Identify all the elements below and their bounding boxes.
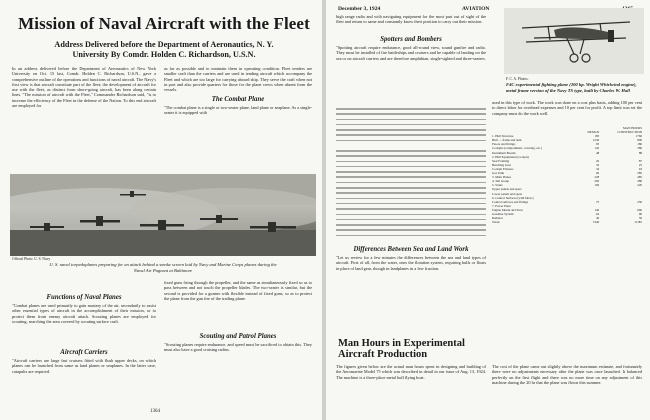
table-row-design-hours: 34 <box>595 166 600 171</box>
navigation-text: high range radio and with navigating equipment for the most part out of sight of the fleet and return to same and constantly know their position to carry out their mission. <box>336 14 486 25</box>
table-row-design-hours: 140 <box>594 207 600 212</box>
man-hours-table <box>492 126 642 224</box>
man-hours-table-body <box>492 134 642 224</box>
table-row-label: 3. Main Planes <box>492 175 512 180</box>
table-row-label: Upper panels and spars <box>492 187 522 192</box>
photo-credit: Official Photo. U. S. Navy <box>12 257 51 261</box>
table-row-label: Gas Tank <box>492 171 505 176</box>
table-row-label: 4. Tail Group <box>492 179 509 184</box>
functions-text: "Combat planes are used primarily to gain mastery of the air, secondarily to assist other essential types of aircraft in the accomplishment of their mission, or to protect them from enemy aircraft attack. Scouting planes are employed for scouting, searching the area covered by scouting surface craft. <box>12 303 156 324</box>
table-row-label: Gasoline System <box>492 211 514 216</box>
differences-text: "Let us review for a few minutes the differences between the sea and land types of aircraft. First of all, from the water, ones the flotation system, requiring hulls or floats in place of land gear, though in landplanes in a few fraction. <box>336 255 486 271</box>
photo-caption-line-1: U. S. naval torpedoplanes preparing for an attack behind a smoke screen laid by Navy and Marine Corps planes during the <box>49 262 277 267</box>
table-row-label: Floors and fittings <box>492 142 516 147</box>
article-subtitle-line-2: University By Comdr. Holden C. Richardson, U.S.N. <box>72 50 256 59</box>
table-row-label: 6. Control Surfaces (with fabric) <box>492 195 534 200</box>
table-row-design-hours: 95 <box>595 142 600 147</box>
cost-basis-text: used in this type of work. The work was done on a cost plus basis, adding 100 per cent to direct labor for overhead expenses and 10 per cent for profit. A top limit was set the company must do the work well. <box>492 100 642 116</box>
table-row-label: Hull — frame and skin <box>492 138 522 143</box>
table-row-construction-hours: 220 <box>637 183 642 188</box>
table-row-label: Cockpits (compartment, covering, etc.) <box>492 146 542 151</box>
table-row-design-hours: 145 <box>594 146 600 151</box>
table-row-design-hours: 200 <box>594 179 600 184</box>
table-row-label: Beaching Gear <box>492 162 512 167</box>
spotters-text: "Spotting aircraft require endurance, good all-round view, sound gunfire and radio. They must be installed of fire battleships and cruisers and be capable of landing on the sea or on aircraft carriers and are therefore amphibian, single-sighted and three-seaters. <box>336 45 486 61</box>
table-row-construction-hours: 88 <box>638 150 642 155</box>
table-row-design-hours: 20 <box>595 158 600 163</box>
table-row-design-hours: 64 <box>595 211 600 216</box>
table-row-construction-hours: 285 <box>637 171 642 176</box>
table-row-design-hours: 60 <box>595 171 600 176</box>
table-row-design-hours: 1230 <box>592 138 600 143</box>
combat-plane-continued: fixed guns firing through the propeller, and the same as simultaneously fixed so as to pass between and not touch the propeller blades. The two-seater is similar, but the second is provided for a gunner with flexible instead of fixed guns, so as to protect the plane from the gun fire of the trailing plane. <box>164 280 312 301</box>
table-row-construction-hours: 580 <box>637 146 642 151</box>
table-row-label: Radiator <box>492 216 503 221</box>
table-header-design: DESIGN <box>587 130 600 135</box>
carriers-column-text: as far as possible and to maintain them in operating condition. Fleet tenders are smaller craft than the carriers and are used in tending aircraft which accompany the Fleet and which are too large for carrying aboard ship. They serve the craft when not in port and also provide quarters for those for the plane crews when absent from the vessels. <box>164 66 312 93</box>
table-row-construction-hours: 280 <box>637 179 642 184</box>
spotters-text-continued <box>336 108 486 144</box>
article-title: Mission of Naval Aircraft with the Fleet <box>18 14 310 33</box>
page-number-left: 1364 <box>150 409 160 414</box>
right-page <box>326 0 650 420</box>
table-row-label: Lower panels and spars <box>492 191 523 196</box>
table-row-label: Cockpit Fixtures <box>492 166 514 171</box>
table-row-label: Engine Mount and Strut <box>492 207 523 212</box>
table-row-construction-hours: 800 <box>637 138 642 143</box>
column-body-lines <box>336 150 486 242</box>
photo-caption-line-2: Naval Air Pageant at Baltimore <box>133 268 193 273</box>
table-row-design-hours: 228 <box>594 175 600 180</box>
table-row-design-hours: 185 <box>594 134 600 139</box>
table-header-man-hours: MAN HOURS <box>622 126 642 130</box>
table-row-label: 5. Struts <box>492 183 503 188</box>
production-text: The figures given below are the actual man hours spent in designing and building of the Aeromarine Model 75 which was described in detail in our issue of Aug. 13, 1924. The machine is a three-place metal hull flying boat. <box>336 364 486 380</box>
differences-heading: Differences Between Sea and Land Work <box>353 246 469 253</box>
functions-heading: Functions of Naval Planes <box>46 294 122 301</box>
table-row-design-hours: 48 <box>595 150 600 155</box>
table-row-construction-hours: 660 <box>637 207 642 212</box>
figure-caption: F4C experimental fighting plane (200 hp. Wright Whirlwind engine), metal frame version of the Navy TS type, built by Charles W. Hall <box>506 82 637 93</box>
table-row-construction-hours: 485 <box>637 175 642 180</box>
photo-torpedoplanes-image <box>10 174 316 256</box>
table-row-label: 7. Power Plant <box>492 203 511 208</box>
table-row-label: 1. Hull Structure <box>492 134 514 139</box>
table-header-construction: CONSTRUCTION <box>617 130 642 135</box>
aircraft-carriers-text: "Aircraft carriers are large fast cruisers fitted with flush upper decks, on which planes can be launched from same as land planes or seaplanes. In the latter case, catapults are required. <box>12 358 156 374</box>
combat-plane-text: "The combat plane is a single or two-seater plane, land plane or seaplane. As a single-seater it is equipped with <box>164 105 312 116</box>
scouting-text: "Scouting planes require endurance, and speed must be sacrificed to obtain this. They must also have a good cruising radius. <box>164 342 312 353</box>
table-row-construction-hours: 63 <box>638 166 642 171</box>
production-title: Man Hours in Experimental Aircraft Production <box>338 338 465 360</box>
scouting-heading: Scouting and Patrol Planes <box>199 333 277 340</box>
combat-plane-heading: The Combat Plane <box>211 96 265 103</box>
table-row-construction-hours: 180 <box>637 142 642 147</box>
table-row-label: Seat Framing <box>492 158 510 163</box>
figure-credit: F. C. A. Photos. <box>506 77 529 81</box>
table-row-construction-hours: 1760 <box>635 134 642 139</box>
table-row-label: Control surfaces and fittings <box>492 199 529 204</box>
table-row-label: 2. Hull Equipment (Cockpit) <box>492 154 529 159</box>
cost-text: The cost of the plane came out slightly above the maximum estimate, and fortunately there were no adjustments necessary after the plane was once launched. It balanced perfectly on the first flight and there was no more time on any adjustment of this machine during the 20 hr that the plane was flown this summer. <box>492 364 642 385</box>
table-row-construction-hours: 90 <box>638 211 642 216</box>
table-row-construction-hours: 87 <box>638 158 642 163</box>
spotters-heading: Spotters and Bombers <box>380 36 442 43</box>
table-row-design-hours: 32 <box>595 162 600 167</box>
table-row-construction-hours: 11185 <box>634 220 642 225</box>
table-row <box>492 220 642 224</box>
table-row-design-hours: 100 <box>594 183 600 188</box>
running-date: December 3, 1924 <box>338 6 381 12</box>
biplane-photo <box>504 8 644 74</box>
left-page <box>0 0 322 420</box>
running-title: AVIATION <box>462 6 490 12</box>
article-subtitle-line-1: Address Delivered before the Department of Aeronautics, N. Y. <box>54 40 274 49</box>
table-row-construction-hours: 250 <box>637 199 642 204</box>
table-row-construction-hours: 25 <box>638 162 642 167</box>
intro-column: In an address delivered before the Department of Aeronautics of New York University on Oct. 15 last, Comdr. Holden C. Richardson, U.S.N., gave a comprehensive outline of the operations and functions of naval aircraft. The Navy's first view is that aircraft constitute part of the fleet; the development of aircraft for use with the fleet, as distinct from shore-going aircraft, has been along certain lines. "The mission of aircraft with the Fleet," Commander Richardson said, "is to increase the efficiency of the Fleet in the defense of the Nation. To this end aircraft are employed for <box>12 66 156 109</box>
table-row-design-hours: 75 <box>595 199 600 204</box>
table-row-construction-hours: 50 <box>638 216 642 221</box>
table-row-label: Instrument Boards <box>492 150 516 155</box>
table-row-label: Totals <box>492 220 500 225</box>
table-row-design-hours: 40 <box>595 216 600 221</box>
table-row-design-hours: 7440 <box>592 220 600 225</box>
photo-torpedoplanes <box>10 174 316 256</box>
aircraft-carriers-heading: Aircraft Carriers <box>60 349 108 356</box>
